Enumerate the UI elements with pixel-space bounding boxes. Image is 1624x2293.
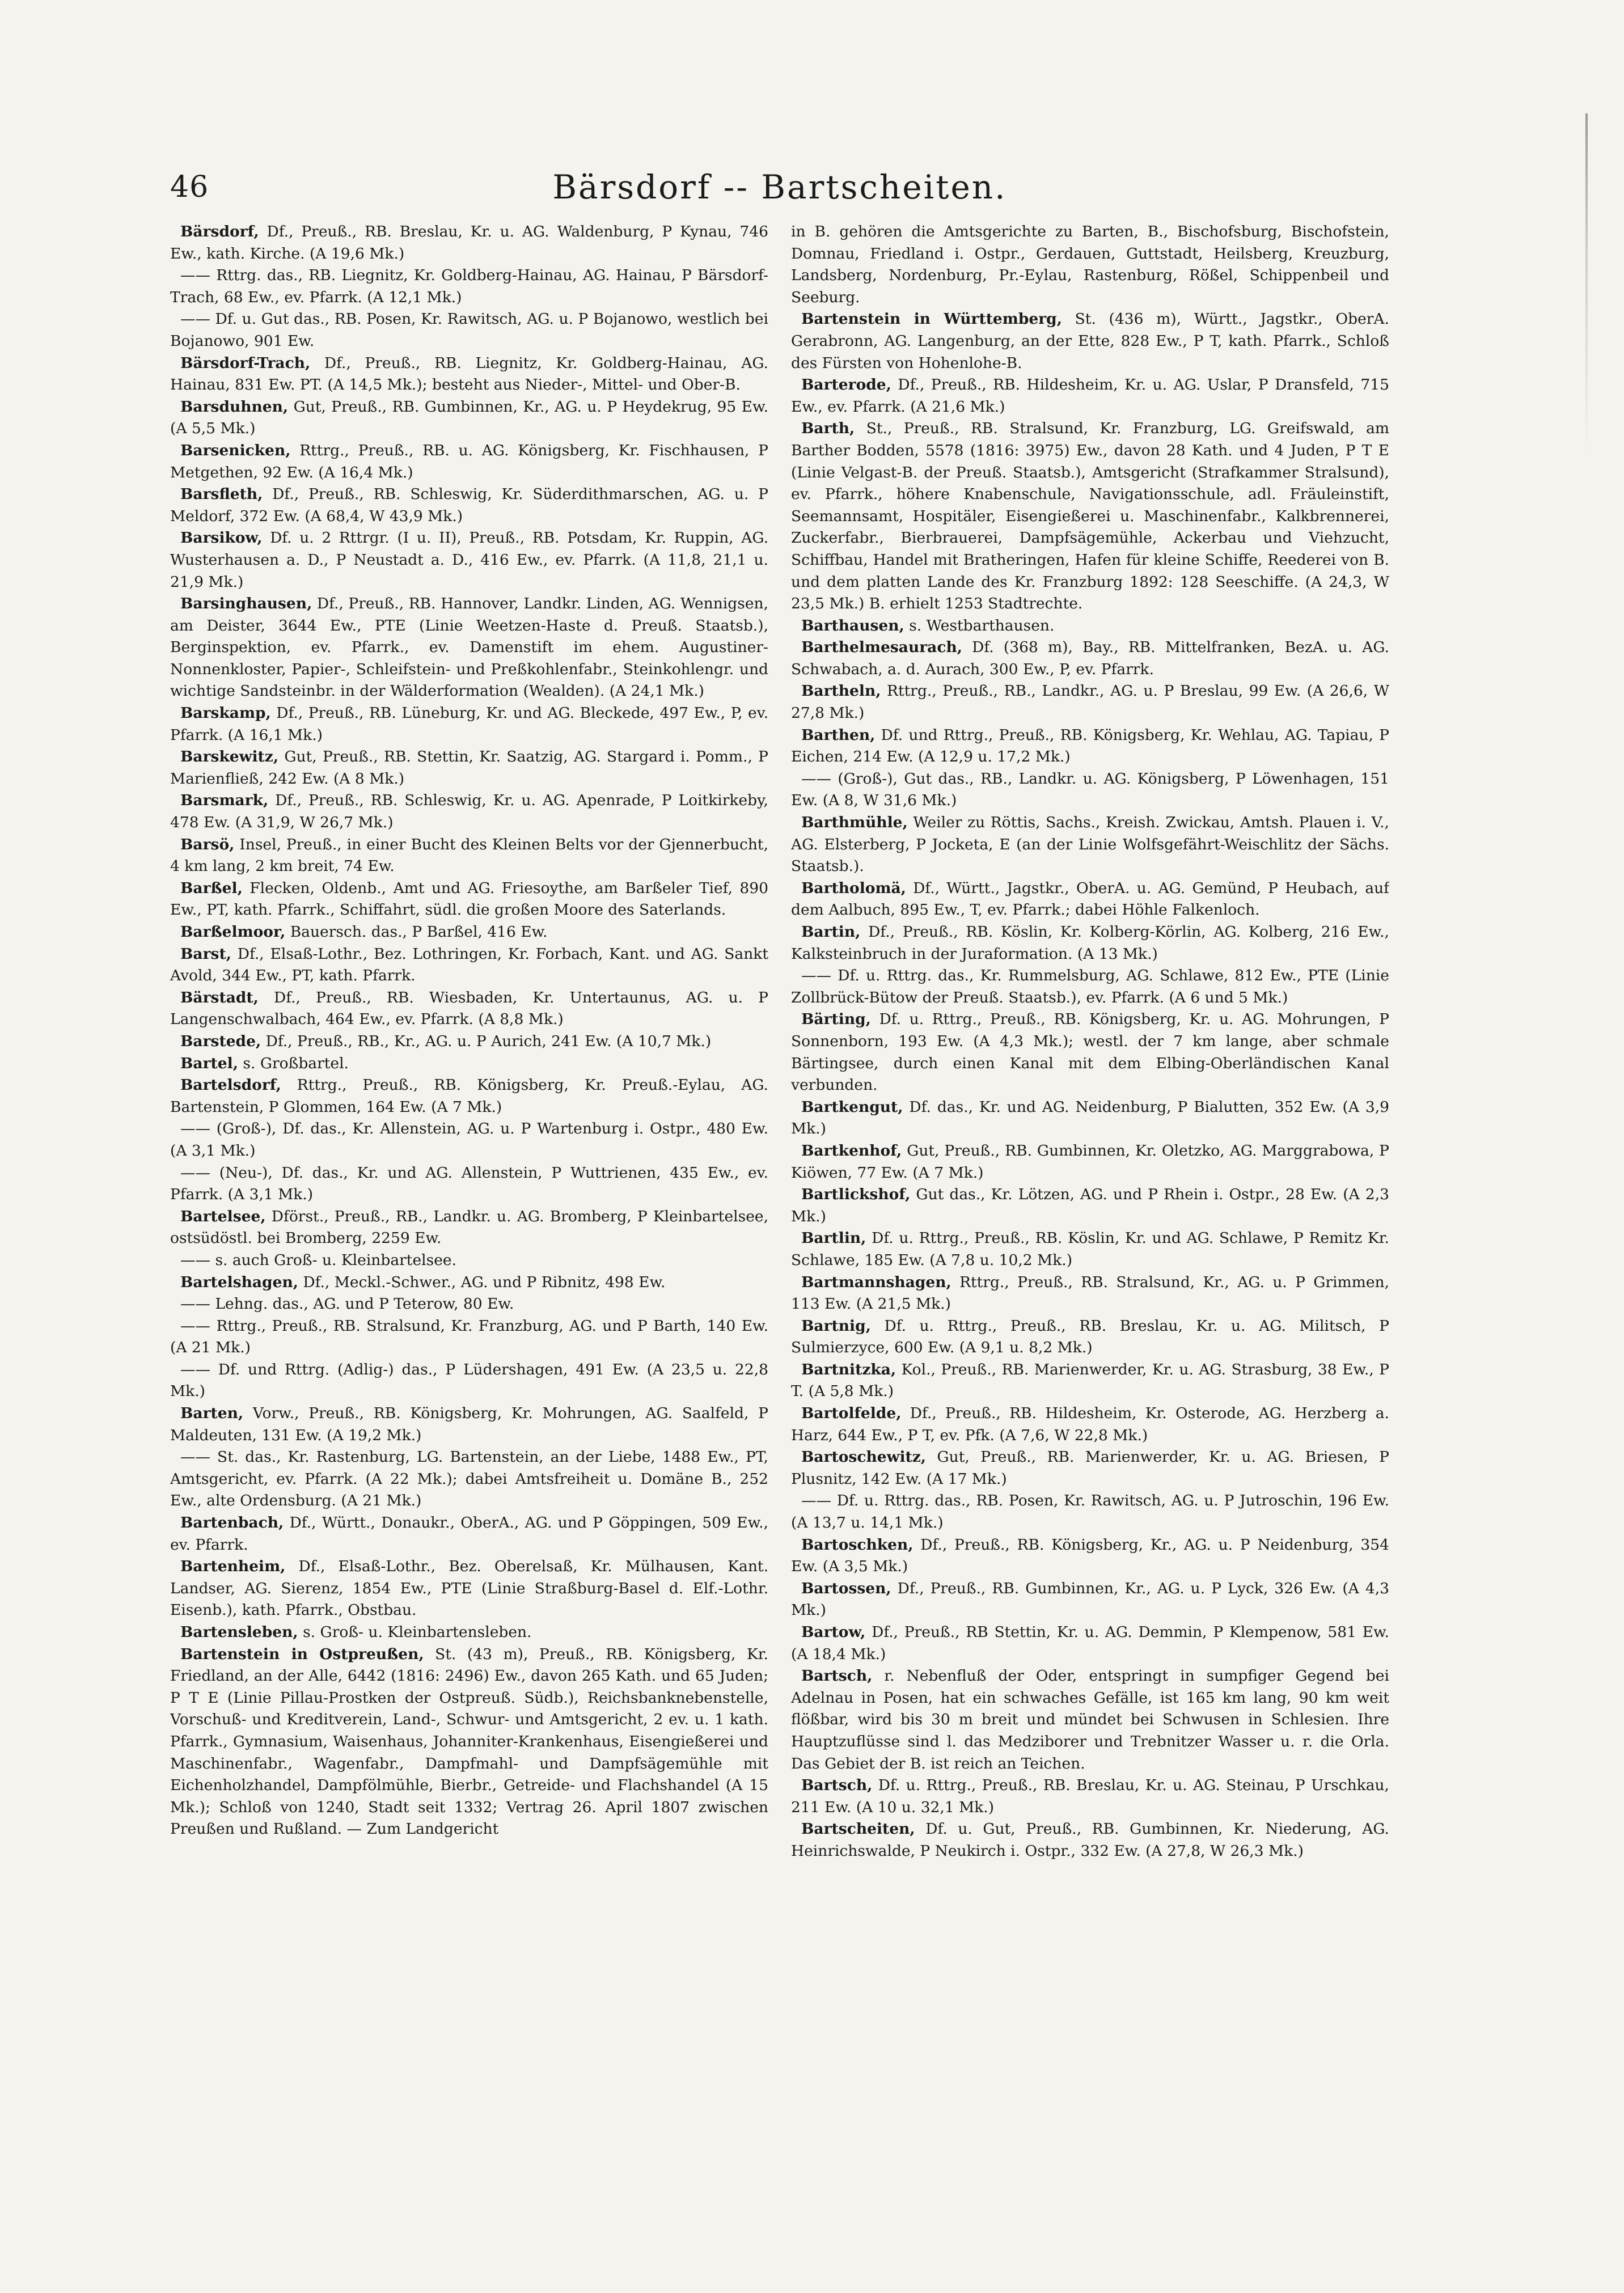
entry-text: Df., Preuß., RB. Gumbinnen, Kr., AG. u. P Lyck, 326 Ew. (A 4,3 Mk.) [791,1579,1389,1619]
dictionary-entry [170,353,768,396]
entry-lemma: Bartnig, [801,1317,871,1335]
dictionary-entry [170,221,768,265]
dictionary-entry [791,418,1389,615]
entry-lemma: Barßelmoor, [180,923,286,941]
dictionary-entry [791,1446,1389,1490]
entry-text: Kol., Preuß., RB. Marienwerder, Kr. u. AG. Strasburg, 38 Ew., P T. (A 5,8 Mk.) [791,1360,1389,1401]
page [170,153,1389,2172]
entry-text: Df. (368 m), Bay., RB. Mittelfranken, BezA. u. AG. Schwabach, a. d. Aurach, 300 Ew., P, ev. Pfarrk. [791,638,1389,678]
entry-text: —— Lehng. das., AG. und P Teterow, 80 Ew. [180,1295,514,1313]
dictionary-entry [170,1206,768,1250]
dictionary-entry [170,527,768,593]
dictionary-entry [791,615,1389,637]
dictionary-entry [791,680,1389,724]
dictionary-entry [791,1184,1389,1228]
dictionary-entry [170,944,768,987]
entry-lemma: Bartensleben, [180,1623,298,1641]
dictionary-entry [791,812,1389,878]
entry-lemma: Barten, [180,1404,244,1423]
right-column [791,221,1389,2160]
dictionary-entry [791,965,1389,1009]
entry-text: Rttrg., Preuß., RB. Königsberg, Kr. Preuß.-Eylau, AG. Bartenstein, P Glommen, 164 Ew. (A 7 Mk.) [170,1076,768,1116]
entry-lemma: Barsikow, [180,529,263,547]
entry-text: Df., Preuß., RB. Schleswig, Kr. u. AG. Apenrade, P Loitkirkeby, 478 Ew. (A 31,9, W 26,7 Mk.) [170,792,768,832]
entry-text: Df., Preuß., RB. Hildesheim, Kr. u. AG. Uslar, P Dransfeld, 715 Ew., ev. Pfarrk. (A 21,6 Mk.) [791,376,1389,416]
entry-text: —— Df. u. Rttrg. das., Kr. Rummelsburg, AG. Schlawe, 812 Ew., PTE (Linie Zollbrück-Bütow der Preuß. Staatsb.), ev. Pfarrk. (A 6 und 5 Mk.) [791,967,1389,1006]
entry-lemma: Bartolfelde, [801,1404,902,1423]
dictionary-entry [170,1403,768,1446]
entry-text: Df. u. Rttrg., Preuß., RB. Breslau, Kr. u. AG. Steinau, P Urschkau, 211 Ew. (A 10 u. 32,1 Mk.) [791,1776,1389,1816]
entry-text: St. (436 m), Württ., Jagstkr., OberA. Gerabronn, AG. Langenburg, an der Ette, 828 Ew., P T, kath. Pfarrk., Schloß des Fürsten von Hohenlohe-B. [791,310,1389,372]
entry-lemma: Bartenheim, [180,1558,286,1576]
running-head: Bärsdorf -- Bartscheiten. [552,168,1007,206]
entry-lemma: Barskewitz, [180,748,279,766]
entry-lemma: Bärsdorf-Trach, [180,354,311,372]
entry-lemma: Bartsch, [801,1667,873,1685]
dictionary-entry [170,834,768,878]
entry-text: Df., Preuß., RB. Liegnitz, Kr. Goldberg-Hainau, AG. Hainau, 831 Ew. PT. (A 14,5 Mk.); besteht aus Nieder-, Mittel- und Ober-B. [170,354,768,394]
dictionary-entry [791,637,1389,680]
dictionary-entry [170,1556,768,1622]
dictionary-entry [170,746,768,790]
dictionary-entry [791,1775,1389,1818]
entry-lemma: Barsenicken, [180,441,291,459]
entry-lemma: Bärstadt, [180,988,259,1006]
dictionary-entry [170,440,768,484]
entry-text: in B. gehören die Amtsgerichte zu Barten, B., Bischofsburg, Bischofstein, Domnau, Friedland i. Ostpr., Gerdauen, Guttstadt, Heilsberg, Kreuzburg, Landsberg, Nordenburg, Pr.-Eylau, Rastenburg, Rößel, Schippenbeil und Seeburg. [791,223,1389,306]
dictionary-entry [170,484,768,527]
dictionary-entry [791,725,1389,768]
entry-text: s. Großbartel. [243,1054,349,1072]
dictionary-entry [791,1818,1389,1862]
entry-text: Gut, Preuß., RB. Gumbinnen, Kr. Oletzko, AG. Marggrabowa, P Kiöwen, 77 Ew. (A 7 Mk.) [791,1141,1389,1182]
entry-lemma: Bartossen, [801,1579,891,1597]
dictionary-entry [170,1031,768,1053]
dictionary-entry [791,1534,1389,1578]
entry-lemma: Bartnitzka, [801,1360,896,1378]
entry-lemma: Barsinghausen, [180,595,312,613]
entry-lemma: Bartscheiten, [801,1820,915,1838]
entry-text: Insel, Preuß., in einer Bucht des Kleinen Belts vor der Gjennerbucht, 4 km lang, 2 km breit, 74 Ew. [170,835,768,875]
dictionary-entry [791,1622,1389,1665]
dictionary-entry [170,703,768,746]
dictionary-entry [791,374,1389,418]
entry-lemma: Bartenbach, [180,1514,284,1532]
entry-text: Df., Preuß., RB. Wiesbaden, Kr. Untertaunus, AG. u. P Langenschwalbach, 464 Ew., ev. Pfarrk. (A 8,8 Mk.) [170,988,768,1029]
entry-text: Df. u. Rttrg., Preuß., RB. Breslau, Kr. u. AG. Militsch, P Sulmierzyce, 600 Ew. (A 9,1 u. 8,2 Mk.) [791,1317,1389,1357]
dictionary-entry [791,221,1389,308]
dictionary-entry [170,593,768,703]
dictionary-entry [170,1250,768,1272]
entry-text: Df., Elsaß-Lothr., Bez. Oberelsaß, Kr. Mülhausen, Kant. Landser, AG. Sierenz, 1854 Ew., PTE (Linie Straßburg-Basel d. Elf.-Lothr. Eisenb.), kath. Pfarrk., Obstbau. [170,1558,768,1619]
dictionary-entry [170,1359,768,1403]
entry-text: Vorw., Preuß., RB. Königsberg, Kr. Mohrungen, AG. Saalfeld, P Maldeuten, 131 Ew. (A 19,2 Mk.) [170,1404,768,1444]
entry-text: Df., Preuß., RB. Schleswig, Kr. Süderdithmarschen, AG. u. P Meldorf, 372 Ew. (A 68,4, W 43,9 Mk.) [170,485,768,525]
entry-lemma: Barsö, [180,835,235,853]
dictionary-entry [170,1512,768,1556]
dictionary-entry [791,878,1389,921]
entry-text: Df., Preuß., RB. Köslin, Kr. Kolberg-Körlin, AG. Kolberg, 216 Ew., Kalksteinbruch in der Juraformation. (A 13 Mk.) [791,923,1389,963]
entry-text: Rttrg., Preuß., RB. u. AG. Königsberg, Kr. Fischhausen, P Metgethen, 92 Ew. (A 16,4 Mk.) [170,441,768,481]
entry-text: —— Df. u. Gut das., RB. Posen, Kr. Rawitsch, AG. u. P Bojanowo, westlich bei Bojanowo, 901 Ew. [170,310,768,350]
dictionary-entry [791,1228,1389,1271]
dictionary-entry [791,768,1389,812]
dictionary-entry [791,1140,1389,1184]
entry-text: —— St. das., Kr. Rastenburg, LG. Bartenstein, an der Liebe, 1488 Ew., PT, Amtsgericht, ev. Pfarrk. (A 22 Mk.); dabei Amtsfreiheit u. Domäne B., 252 Ew., alte Ordensburg. (A 21 Mk.) [170,1448,768,1509]
dictionary-entry [170,921,768,944]
entry-text: Df., Preuß., RB. Hannover, Landkr. Linden, AG. Wennigsen, am Deister, 3644 Ew., PTE (Linie Weetzen-Haste d. Preuß. Staatsb.), Berginspektion, ev. Pfarrk., ev. Damenstift im ehem. Augustiner-Nonnenkloster, Papier-, Schleifstein- und Preßkohlenfabr., Steinkohlengr. und wichtige Sandsteinbr. in der Wälderformation (Wealden). (A 24,1 Mk.) [170,595,768,700]
entry-text: Df. u. 2 Rttrgr. (I u. II), Preuß., RB. Potsdam, Kr. Ruppin, AG. Wusterhausen a. D., P Neustadt a. D., 416 Ew., ev. Pfarrk. (A 11,8, 21,1 u. 21,9 Mk.) [170,529,768,591]
dictionary-entry [170,987,768,1031]
entry-text: —— s. auch Groß- u. Kleinbartelsee. [180,1251,456,1269]
left-column [170,221,768,2160]
entry-lemma: Bartoschewitz, [801,1448,927,1466]
entry-lemma: Bartow, [801,1623,866,1641]
entry-text: Df. das., Kr. und AG. Neidenburg, P Bialutten, 352 Ew. (A 3,9 Mk.) [791,1098,1389,1138]
entry-lemma: Bartholomä, [801,879,906,897]
columns [170,221,1389,2160]
entry-lemma: Barterode, [801,376,891,394]
entry-lemma: Bartelshagen, [180,1273,298,1291]
entry-text: Df., Württ., Donaukr., OberA., AG. und P Göppingen, 509 Ew., ev. Pfarrk. [170,1514,768,1554]
entry-text: Df., Preuß., RB. Lüneburg, Kr. und AG. Bleckede, 497 Ew., P, ev. Pfarrk. (A 16,1 Mk.) [170,704,768,744]
entry-lemma: Barthen, [801,726,876,744]
dictionary-entry [170,878,768,921]
entry-text: Df. u. Rttrg., Preuß., RB. Köslin, Kr. und AG. Schlawe, P Remitz Kr. Schlawe, 185 Ew. (A 7,8 u. 10,2 Mk.) [791,1229,1389,1269]
entry-lemma: Barth, [801,420,855,438]
dictionary-entry [170,1118,768,1162]
entry-lemma: Barsfleth, [180,485,263,504]
dictionary-entry [791,1359,1389,1403]
dictionary-entry [170,1622,768,1644]
entry-lemma: Barthausen, [801,616,904,634]
entry-text: Rttrg., Preuß., RB., Landkr., AG. u. P Breslau, 99 Ew. (A 26,6, W 27,8 Mk.) [791,682,1389,722]
dictionary-entry [791,308,1389,374]
entry-text: Dförst., Preuß., RB., Landkr. u. AG. Bromberg, P Kleinbartelsee, ostsüdöstl. bei Bromberg, 2259 Ew. [170,1207,768,1247]
dictionary-entry [170,1053,768,1075]
entry-lemma: Bartenstein in Ostpreußen, [180,1645,424,1663]
dictionary-entry [791,921,1389,965]
entry-text: s. Groß- u. Kleinbartensleben. [303,1623,532,1641]
dictionary-entry [170,308,768,352]
entry-text: —— Rttrg., Preuß., RB. Stralsund, Kr. Franzburg, AG. und P Barth, 140 Ew. (A 21 Mk.) [170,1317,768,1357]
entry-lemma: Barst, [180,945,231,963]
entry-text: Df. u. Rttrg., Preuß., RB. Königsberg, Kr. u. AG. Mohrungen, P Sonnenborn, 193 Ew. (A 4,3 Mk.); westl. der 7 km lange, aber schmale Bärtingsee, durch einen Kanal mit dem Elbing-Oberländischen Kanal verbunden. [791,1010,1389,1094]
entry-text: Df., Preuß., RB. Königsberg, Kr., AG. u. P Neidenburg, 354 Ew. (A 3,5 Mk.) [791,1535,1389,1576]
entry-text: Df., Preuß., RB Stettin, Kr. u. AG. Demmin, P Klempenow, 581 Ew. (A 18,4 Mk.) [791,1623,1389,1663]
entry-lemma: Bärting, [801,1010,871,1029]
page-header [170,153,1389,215]
entry-text: —— Rttrg. das., RB. Liegnitz, Kr. Goldberg-Hainau, AG. Hainau, P Bärsdorf-Trach, 68 Ew., ev. Pfarrk. (A 12,1 Mk.) [170,266,768,306]
entry-lemma: Bärsdorf, [180,223,259,240]
dictionary-entry [170,396,768,440]
entry-text: Gut, Preuß., RB. Stettin, Kr. Saatzig, AG. Stargard i. Pomm., P Marienfließ, 242 Ew. (A 8 Mk.) [170,748,768,788]
entry-lemma: Bartel, [180,1054,238,1072]
entry-text: Df., Preuß., RB. Breslau, Kr. u. AG. Waldenburg, P Kynau, 746 Ew., kath. Kirche. (A 19,6 Mk.) [170,223,768,263]
entry-text: r. Nebenfluß der Oder, entspringt in sumpfiger Gegend bei Adelnau in Posen, hat ein schwaches Gefälle, ist 165 km lang, 90 km weit flößbar, wird bis 30 m breit und mündet bei Schwusen in Schlesien. Ihre Hauptzuflüsse sind l. das Medziborer und Trebnitzer Wasser u. r. die Orla. Das Gebiet der B. ist reich an Teichen. [791,1667,1389,1772]
entry-text: Df., Preuß., RB., Kr., AG. u. P Aurich, 241 Ew. (A 10,7 Mk.) [265,1032,712,1050]
entry-lemma: Barsmark, [180,792,269,810]
entry-text: —— (Neu-), Df. das., Kr. und AG. Allenstein, P Wuttrienen, 435 Ew., ev. Pfarrk. (A 3,1 Mk.) [170,1164,768,1204]
page-edge-mark [1585,113,1588,454]
entry-text: s. Westbarthausen. [909,616,1055,634]
dictionary-entry [791,1490,1389,1534]
entry-lemma: Barsduhnen, [180,397,289,416]
entry-lemma: Barskamp, [180,704,271,722]
entry-text: —— Df. und Rttrg. (Adlig-) das., P Lüdershagen, 491 Ew. (A 23,5 u. 22,8 Mk.) [170,1361,768,1401]
entry-lemma: Barthelmesaurach, [801,638,962,657]
entry-lemma: Bartelsdorf, [180,1076,281,1094]
entry-lemma: Bartmannshagen, [801,1273,951,1291]
entry-text: Weiler zu Röttis, Sachs., Kreish. Zwickau, Amtsh. Plauen i. V., AG. Elsterberg, P Jocketa, E (an der Linie Wolfsgefährt-Weischlitz der Sächs. Staatsb.). [791,814,1389,875]
dictionary-entry [170,790,768,834]
dictionary-entry [170,1315,768,1359]
entry-lemma: Bartlin, [801,1229,866,1247]
entry-text: —— (Groß-), Gut das., RB., Landkr. u. AG. Königsberg, P Löwenhagen, 151 Ew. (A 8, W 31,6 Mk.) [791,770,1389,810]
entry-lemma: Bartheln, [801,682,881,700]
dictionary-entry [791,1315,1389,1359]
entry-text: Df., Meckl.-Schwer., AG. und P Ribnitz, 498 Ew. [303,1273,666,1291]
entry-lemma: Bartlickshof, [801,1186,911,1204]
entry-lemma: Barstede, [180,1032,261,1050]
dictionary-entry [791,1097,1389,1140]
entry-text: Df., Elsaß-Lothr., Bez. Lothringen, Kr. Forbach, Kant. und AG. Sankt Avold, 344 Ew., PT, kath. Pfarrk. [170,945,768,985]
entry-text: Df. und Rttrg., Preuß., RB. Königsberg, Kr. Wehlau, AG. Tapiau, P Eichen, 214 Ew. (A 12,9 u. 17,2 Mk.) [791,726,1389,766]
entry-lemma: Bartenstein in Württemberg, [801,310,1062,328]
dictionary-entry [791,1403,1389,1446]
dictionary-entry [170,1074,768,1118]
entry-text: St., Preuß., RB. Stralsund, Kr. Franzburg, LG. Greifswald, am Barther Bodden, 5578 (1816: 3975) Ew., davon 28 Kath. und 4 Juden, P T E (Linie Velgast-B. der Preuß. Staatsb.), Amtsgericht (Strafkammer Stralsund), ev. Pfarrk., höhere Knabenschule, Navigationsschule, adl. Fräuleinstift, Seemannsamt, Hospitäler, Eisengießerei u. Maschinenfabr., Kalkbrennerei, Zuckerfabr., Bierbrauerei, Dampfsägemühle, Ackerbau und Viehzucht, Schiffbau, Handel mit Bratheringen, Hafen für kleine Schiffe, Reederei von B. und dem platten Lande des Kr. Franzburg 1892: 128 Seeschiffe. (A 24,3, W 23,5 Mk.) B. erhielt 1253 Stadtrechte. [791,420,1389,613]
dictionary-entry [170,1293,768,1315]
entry-text: —— Df. u. Rttrg. das., RB. Posen, Kr. Rawitsch, AG. u. P Jutroschin, 196 Ew. (A 13,7 u. 14,1 Mk.) [791,1492,1389,1532]
entry-text: Df., Württ., Jagstkr., OberA. u. AG. Gemünd, P Heubach, auf dem Aalbuch, 895 Ew., T, ev. Pfarrk.; dabei Höhle Falkenloch. [791,879,1389,919]
dictionary-entry [170,1644,768,1841]
entry-text: Gut das., Kr. Lötzen, AG. und P Rhein i. Ostpr., 28 Ew. (A 2,3 Mk.) [791,1186,1389,1225]
entry-lemma: Barthmühle, [801,814,908,832]
dictionary-entry [170,265,768,308]
dictionary-entry [170,1272,768,1294]
entry-text: Df., Preuß., RB. Hildesheim, Kr. Osterode, AG. Herzberg a. Harz, 644 Ew., P T, ev. Pfk. (A 7,6, W 22,8 Mk.) [791,1404,1389,1444]
dictionary-entry [791,1272,1389,1315]
entry-text: St. (43 m), Preuß., RB. Königsberg, Kr. Friedland, an der Alle, 6442 (1816: 2496) Ew., davon 265 Kath. und 65 Juden; P T E (Linie Pillau-Prostken der Ostpreuß. Südb.), Reichsbanknebenstelle, Vorschuß- und Kreditverein, Land-, Schwur- und Amtsgericht, 2 ev. u. 1 kath. Pfarrk., Gymnasium, Waisenhaus, Johanniter-Krankenhaus, Eisengießerei und Maschinenfabr., Wagenfabr., Dampfmahl- und Dampfsägemühle mit Eichenholzhandel, Dampfölmühle, Bierbr., Getreide- und Flachshandel (A 15 Mk.); Schloß von 1240, Stadt seit 1332; Vertrag 26. April 1807 zwischen Preußen und Rußland. — Zum Landgericht [170,1645,768,1838]
entry-lemma: Bartin, [801,923,861,941]
entry-text: Rttrg., Preuß., RB. Stralsund, Kr., AG. u. P Grimmen, 113 Ew. (A 21,5 Mk.) [791,1273,1389,1313]
entry-lemma: Barßel, [180,879,243,897]
entry-text: Gut, Preuß., RB. Marienwerder, Kr. u. AG. Briesen, P Plusnitz, 142 Ew. (A 17 Mk.) [791,1448,1389,1488]
page-number: 46 [170,170,209,204]
entry-text: Gut, Preuß., RB. Gumbinnen, Kr., AG. u. P Heydekrug, 95 Ew. (A 5,5 Mk.) [170,397,768,438]
entry-lemma: Bartkengut, [801,1098,903,1116]
entry-lemma: Bartelsee, [180,1207,266,1225]
entry-lemma: Bartsch, [801,1776,873,1795]
entry-text: Df. u. Gut, Preuß., RB. Gumbinnen, Kr. Niederung, AG. Heinrichswalde, P Neukirch i. Ostpr., 332 Ew. (A 27,8, W 26,3 Mk.) [791,1820,1389,1860]
entry-lemma: Bartkenhof, [801,1141,902,1160]
dictionary-entry [170,1446,768,1512]
dictionary-entry [791,1665,1389,1775]
entry-text: Flecken, Oldenb., Amt und AG. Friesoythe, am Barßeler Tief, 890 Ew., PT, kath. Pfarrk., Schiffahrt, südl. die großen Moore des Saterlands. [170,879,768,919]
entry-text: Bauersch. das., P Barßel, 416 Ew. [290,923,548,941]
dictionary-entry [170,1162,768,1206]
entry-text: —— (Groß-), Df. das., Kr. Allenstein, AG. u. P Wartenburg i. Ostpr., 480 Ew. (A 3,1 Mk.) [170,1120,768,1160]
entry-lemma: Bartoschken, [801,1535,914,1554]
dictionary-entry [791,1009,1389,1096]
dictionary-entry [791,1578,1389,1622]
